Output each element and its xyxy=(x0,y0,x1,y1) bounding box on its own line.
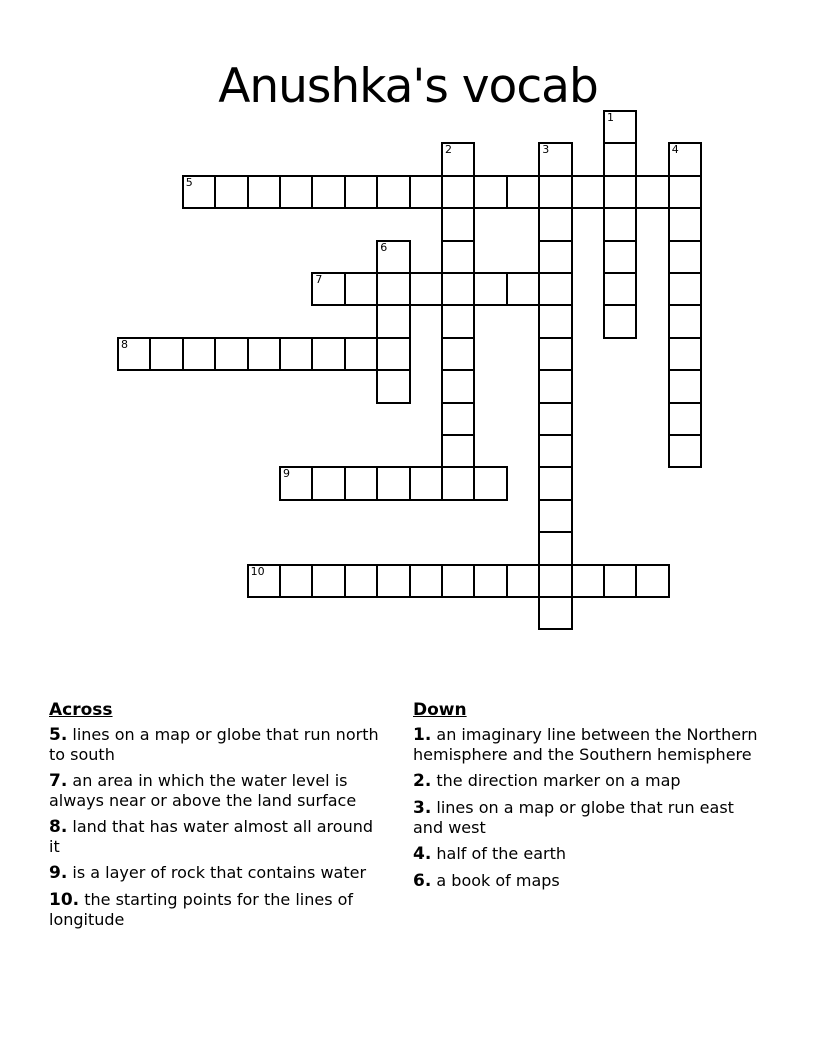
cell-number: 1 xyxy=(607,111,614,124)
grid-cell[interactable] xyxy=(441,337,475,371)
grid-cell[interactable] xyxy=(538,207,572,241)
grid-cell[interactable] xyxy=(376,175,410,209)
grid-cell[interactable] xyxy=(603,304,637,338)
grid-cell[interactable] xyxy=(376,240,410,274)
cell-number: 6 xyxy=(380,240,388,254)
clue-text: the direction marker on a map xyxy=(436,771,681,790)
grid-cell[interactable] xyxy=(441,402,475,436)
grid-cell[interactable] xyxy=(538,499,572,533)
grid-cell[interactable] xyxy=(376,337,410,371)
grid-cell[interactable] xyxy=(571,175,605,209)
clue-number-label: 3. xyxy=(413,798,432,818)
grid-cell[interactable] xyxy=(409,175,443,209)
grid-cell[interactable] xyxy=(506,272,540,306)
grid-cell[interactable] xyxy=(473,175,507,209)
grid-cell[interactable] xyxy=(441,434,475,468)
grid-cell[interactable] xyxy=(538,304,572,338)
grid-cell[interactable] xyxy=(409,466,443,500)
grid-cell[interactable] xyxy=(538,240,572,274)
clue-text: lines on a map or globe that run east and west xyxy=(413,798,734,837)
grid-cell[interactable] xyxy=(571,564,605,598)
grid-cell[interactable] xyxy=(441,207,475,241)
down-heading: Down xyxy=(413,700,467,720)
grid-cell[interactable] xyxy=(538,564,572,598)
grid-cell[interactable] xyxy=(441,240,475,274)
clue-text: an area in which the water level is always near or above the land surface xyxy=(49,771,357,810)
grid-cell[interactable] xyxy=(635,175,669,209)
grid-cell[interactable] xyxy=(247,175,281,209)
grid-cell[interactable] xyxy=(506,564,540,598)
clue-across-7 xyxy=(49,771,381,810)
grid-cell[interactable] xyxy=(603,142,637,176)
grid-cell[interactable] xyxy=(409,564,443,598)
clue-across-5 xyxy=(49,725,381,764)
page-title: Anushka's vocab xyxy=(218,59,598,115)
clue-across-10 xyxy=(49,890,381,929)
clue-number-label: 4. xyxy=(413,844,432,864)
grid-cell[interactable] xyxy=(441,175,475,209)
grid-cell[interactable] xyxy=(441,142,475,176)
grid-cell[interactable] xyxy=(538,175,572,209)
grid-cell[interactable] xyxy=(311,466,345,500)
grid-cell[interactable] xyxy=(603,207,637,241)
clue-down-4 xyxy=(413,844,761,864)
grid-cell[interactable] xyxy=(409,272,443,306)
grid-cell[interactable] xyxy=(344,466,378,500)
clue-down-2 xyxy=(413,771,761,791)
grid-cell[interactable] xyxy=(182,175,216,209)
cell-number: 8 xyxy=(121,337,128,351)
grid-cell[interactable] xyxy=(149,337,183,371)
grid-cell[interactable] xyxy=(668,434,702,468)
clue-across-8 xyxy=(49,817,381,856)
grid-cell[interactable] xyxy=(668,402,702,436)
clue-number-label: 1. xyxy=(413,725,432,745)
grid-cell[interactable] xyxy=(668,142,702,176)
grid-cell[interactable] xyxy=(344,337,378,371)
clue-text: the starting points for the lines of longitude xyxy=(49,890,354,929)
clue-number-label: 2. xyxy=(413,771,432,791)
grid-cell[interactable] xyxy=(376,369,410,403)
grid-cell[interactable] xyxy=(311,272,345,306)
grid-cell[interactable] xyxy=(279,466,313,500)
grid-cell[interactable] xyxy=(538,402,572,436)
grid-cell[interactable] xyxy=(668,240,702,274)
grid-cell[interactable] xyxy=(311,564,345,598)
grid-cell[interactable] xyxy=(635,564,669,598)
grid-cell[interactable] xyxy=(376,304,410,338)
grid-cell[interactable] xyxy=(603,564,637,598)
cell-number: 5 xyxy=(185,175,193,189)
cell-number: 2 xyxy=(445,143,452,157)
grid-cell[interactable] xyxy=(538,434,572,468)
grid-cell[interactable] xyxy=(473,466,507,500)
clue-text: an imaginary line between the Northern hemisphere and the Southern hemisphere xyxy=(413,725,758,764)
down-clues-section xyxy=(413,700,761,898)
grid-cell[interactable] xyxy=(311,175,345,209)
clue-number-label: 8. xyxy=(49,817,68,837)
grid-cell[interactable] xyxy=(538,272,572,306)
grid-cell[interactable] xyxy=(668,207,702,241)
cell-number: 9 xyxy=(283,467,290,481)
grid-cell[interactable] xyxy=(441,466,475,500)
clue-text: half of the earth xyxy=(436,844,566,863)
across-clues-section xyxy=(49,700,381,936)
grid-cell[interactable] xyxy=(538,369,572,403)
grid-cell[interactable] xyxy=(376,272,410,306)
grid-cell[interactable] xyxy=(214,337,248,371)
grid-cell[interactable] xyxy=(279,337,313,371)
grid-cell[interactable] xyxy=(279,175,313,209)
grid-cell[interactable] xyxy=(603,175,637,209)
grid-cell[interactable] xyxy=(344,564,378,598)
grid-cell[interactable] xyxy=(603,240,637,274)
clue-text: lines on a map or globe that run north to south xyxy=(49,725,379,764)
grid-cell[interactable] xyxy=(668,175,702,209)
across-heading: Across xyxy=(49,700,113,720)
clue-down-6 xyxy=(413,871,761,891)
cell-number: 4 xyxy=(671,143,679,157)
grid-cell[interactable] xyxy=(538,142,572,176)
clue-text: is a layer of rock that contains water xyxy=(72,863,367,882)
grid-cell[interactable] xyxy=(473,272,507,306)
clue-text: land that has water almost all around it xyxy=(49,817,373,856)
grid-cell[interactable] xyxy=(117,337,151,371)
grid-cell[interactable] xyxy=(279,564,313,598)
grid-cell[interactable] xyxy=(441,272,475,306)
grid-cell[interactable] xyxy=(538,596,572,630)
grid-cell[interactable] xyxy=(441,304,475,338)
grid-cell[interactable] xyxy=(376,466,410,500)
grid-cell[interactable] xyxy=(668,272,702,306)
cell-number: 3 xyxy=(542,143,550,157)
clue-number-label: 10. xyxy=(49,890,80,910)
grid-cell[interactable] xyxy=(214,175,248,209)
clue-down-3 xyxy=(413,798,761,837)
grid-cell[interactable] xyxy=(376,564,410,598)
grid-cell[interactable] xyxy=(603,110,637,144)
grid-cell[interactable] xyxy=(506,175,540,209)
clue-down-1 xyxy=(413,725,761,764)
cell-number: 7 xyxy=(315,273,323,286)
grid-cell[interactable] xyxy=(311,337,345,371)
clue-number-label: 9. xyxy=(49,863,68,883)
grid-cell[interactable] xyxy=(182,337,216,371)
grid-cell[interactable] xyxy=(668,337,702,371)
grid-cell[interactable] xyxy=(603,272,637,306)
grid-cell[interactable] xyxy=(344,272,378,306)
grid-cell[interactable] xyxy=(441,369,475,403)
clue-number-label: 7. xyxy=(49,771,68,791)
grid-cell[interactable] xyxy=(538,531,572,565)
grid-cell[interactable] xyxy=(441,564,475,598)
grid-cell[interactable] xyxy=(538,466,572,500)
grid-cell[interactable] xyxy=(668,304,702,338)
grid-cell[interactable] xyxy=(668,369,702,403)
grid-cell[interactable] xyxy=(473,564,507,598)
clue-number-label: 5. xyxy=(49,725,68,745)
grid-cell[interactable] xyxy=(247,564,281,598)
clue-text: a book of maps xyxy=(436,871,560,890)
grid-cell[interactable] xyxy=(247,337,281,371)
grid-cell[interactable] xyxy=(538,337,572,371)
clue-across-9 xyxy=(49,863,381,883)
cell-number: 10 xyxy=(250,564,265,578)
clue-number-label: 6. xyxy=(413,871,432,891)
grid-cell[interactable] xyxy=(344,175,378,209)
